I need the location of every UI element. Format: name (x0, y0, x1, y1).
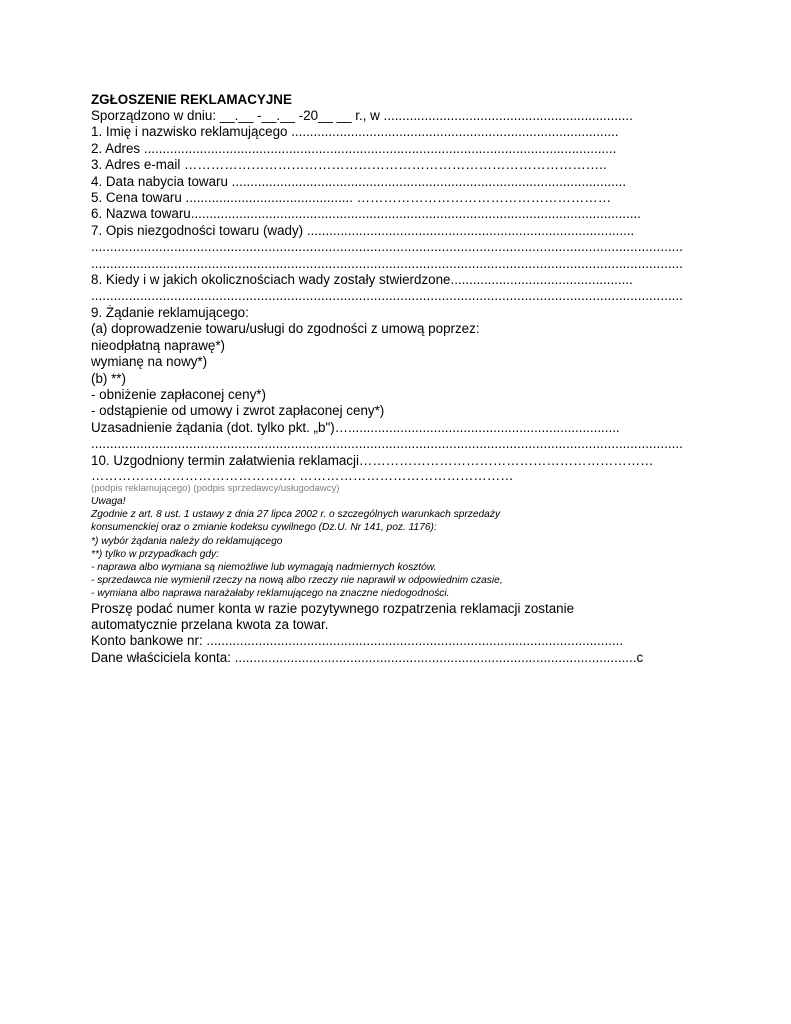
note-heading: Uwaga! (91, 495, 126, 507)
defect-circumstances-line: 8. Kiedy i w jakich okolicznościach wady zostały stwierdzone................................................. (91, 272, 633, 288)
note-single-asterisk: *) wybór żądania należy do reklamującego (91, 535, 283, 547)
claim-option-a: (a) doprowadzenie towaru/usługi do zgodności z umową poprzez: (91, 321, 480, 337)
form-title: ZGŁOSZENIE REKLAMACYJNE (91, 92, 292, 107)
note-condition-1: - naprawa albo wymiana są niemożliwe lub wymagają nadmiernych kosztów. (91, 561, 437, 573)
signature-dots: ………………………………………. ………………………………………… (91, 468, 514, 482)
justification-line: Uzasadnienie żądania (dot. tylko pkt. „b")…......................................................................... (91, 419, 620, 435)
date-place-line: Sporządzono w dniu: __.__ -__.__ -20__ __ r., w ................................................................... (91, 108, 633, 123)
purchase-date-line: 4. Data nabycia towaru .......................................................................................................... (91, 173, 627, 189)
bank-request-line-1: Proszę podać numer konta w razie pozytywnego rozpatrzenia reklamacji zostanie (91, 600, 575, 616)
note-double-asterisk: **) tylko w przypadkach gdy: (91, 548, 219, 560)
signature-caption: (podpis reklamującego) (podpis sprzedawcy/usługodawcy) (91, 482, 340, 494)
circumstances-dots-line: ............................................................................................................................................................. (91, 288, 683, 304)
product-name-line: 6. Nazwa towaru......................................................................................................................... (91, 206, 641, 222)
claim-withdrawal: - odstąpienie od umowy i zwrot zapłaconej ceny*) (91, 403, 385, 419)
legal-notes (91, 495, 691, 601)
price-line: 5. Cena towaru ............................................. ………………………………………………… (91, 190, 612, 206)
claim-option-b: (b) **) (91, 370, 126, 386)
account-owner-line: Dane właściciela konta: ............................................................................................................c (91, 649, 644, 665)
claim-replacement: wymianę na nowy*) (91, 354, 208, 370)
defect-dots-line-2: ............................................................................................................................................................. (91, 255, 683, 271)
note-condition-2: - sprzedawca nie wymienił rzeczy na nową albo rzeczy nie naprawił w odpowiednim czasie, (91, 575, 503, 587)
bank-section (91, 601, 691, 667)
name-line: 1. Imię i nazwisko reklamującego ........................................................................................ (91, 124, 619, 140)
bank-request-line-2: automatycznie przelana kwota za towar. (91, 616, 329, 632)
resolution-deadline-line: 10. Uzgodniony termin załatwienia reklamacji………………………………………………………… (91, 452, 654, 468)
address-line: 2. Adres ............................................................................................................................... (91, 140, 617, 156)
complaint-form (91, 92, 691, 666)
justification-dots-line: ............................................................................................................................................................. (91, 436, 683, 452)
claim-price-reduction: - obniżenie zapłaconej ceny*) (91, 386, 266, 402)
defect-dots-line-1: ............................................................................................................................................................. (91, 239, 683, 255)
claim-heading: 9. Żądanie reklamującego: (91, 304, 249, 320)
note-condition-3: - wymiana albo naprawa narażałaby reklamującego na znaczne niedogodności. (91, 588, 450, 600)
defect-description-line: 7. Opis niezgodności towaru (wady) ........................................................................................ (91, 222, 635, 238)
note-legal-basis-2: konsumenckiej oraz o zmianie kodeksu cywilnego (Dz.U. Nr 141, poz. 1176): (91, 522, 437, 534)
bank-account-line: Konto bankowe nr: ................................................................................................................ (91, 633, 624, 649)
claim-free-repair: nieodpłatną naprawę*) (91, 337, 226, 353)
email-line: 3. Adres e-mail ………………………………………………………………………………….. (91, 157, 607, 173)
note-legal-basis-1: Zgodnie z art. 8 ust. 1 ustawy z dnia 27 lipca 2002 r. o szczególnych warunkach sprzedaży (91, 509, 501, 521)
